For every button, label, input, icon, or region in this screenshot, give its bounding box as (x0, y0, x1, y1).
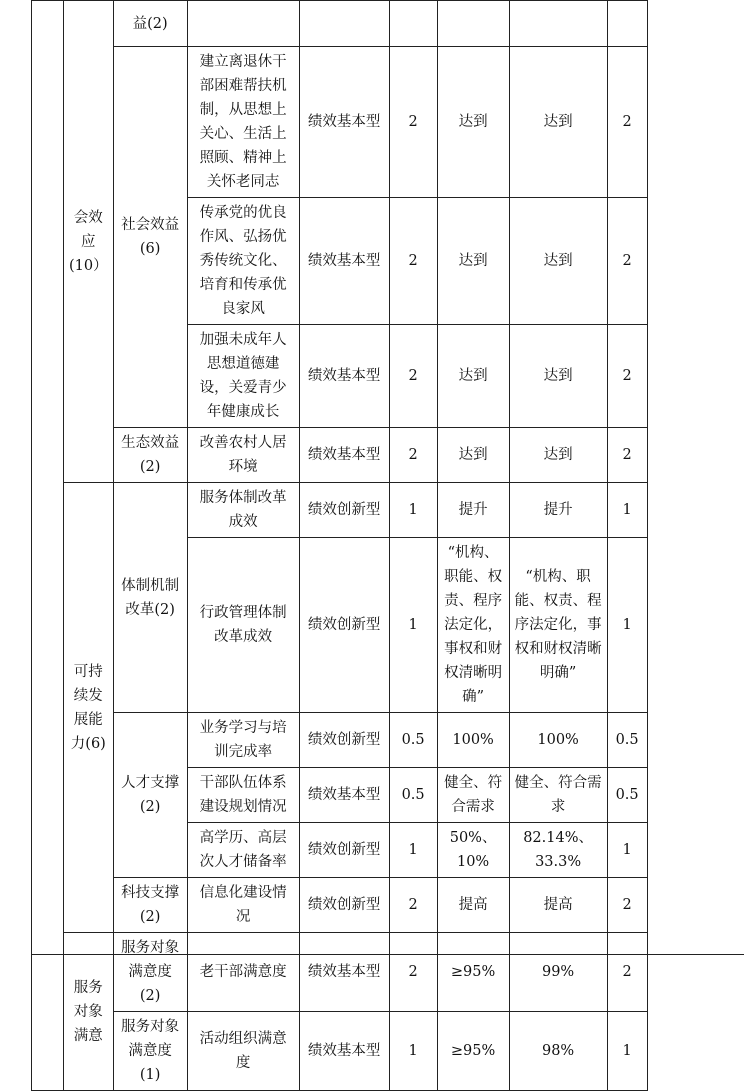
weight-cell: 1 (389, 823, 437, 878)
actual-value-cell: 98% (509, 1012, 607, 1091)
indicator-content-cell (187, 1, 299, 47)
weight-cell: 1 (389, 538, 437, 713)
indicator-type-cell: 绩效创新型 (299, 713, 389, 768)
indicator-type-cell: 绩效创新型 (299, 538, 389, 713)
table-row (32, 1012, 648, 1091)
target-value-cell: 健全、符合需求 (437, 768, 509, 823)
table-row (32, 47, 648, 198)
score-cell (607, 1, 647, 47)
indicator-content-cell: 传承党的优良作风、弘扬优秀传统文化、培育和传承优良家风 (187, 198, 299, 325)
level3-indicator-cell: 体制机制改革(2) (113, 483, 187, 713)
weight-cell: 2 (389, 878, 437, 933)
target-value-cell: 提高 (437, 878, 509, 933)
target-value-cell: ≥95% (437, 933, 509, 1012)
score-cell: 2 (607, 428, 647, 483)
weight-cell: 2 (389, 198, 437, 325)
score-cell: 0.5 (607, 713, 647, 768)
level3-indicator-cell: 社会效益(6) (113, 47, 187, 428)
target-value-cell: “机构、职能、权责、程序法定化，事权和财权清晰明确” (437, 538, 509, 713)
level1-indicator-cell (32, 1, 64, 1091)
level3-indicator-cell: 科技支撑(2) (113, 878, 187, 933)
score-cell: 0.5 (607, 768, 647, 823)
table-row (32, 933, 648, 1012)
actual-value-cell: 达到 (509, 325, 607, 428)
indicator-content-cell: 服务体制改革成效 (187, 483, 299, 538)
target-value-cell: 100% (437, 713, 509, 768)
weight-cell: 2 (389, 428, 437, 483)
indicator-type-cell: 绩效基本型 (299, 933, 389, 1012)
indicator-type-cell: 绩效基本型 (299, 47, 389, 198)
weight-cell: 0.5 (389, 713, 437, 768)
actual-value-cell: 提升 (509, 483, 607, 538)
indicator-type-cell: 绩效基本型 (299, 1012, 389, 1091)
score-cell: 1 (607, 538, 647, 713)
indicator-content-cell: 改善农村人居环境 (187, 428, 299, 483)
target-value-cell: 达到 (437, 428, 509, 483)
actual-value-cell: 100% (509, 713, 607, 768)
score-cell: 1 (607, 1012, 647, 1091)
indicator-type-cell: 绩效创新型 (299, 878, 389, 933)
indicator-type-cell (299, 1, 389, 47)
level3-indicator-cell: 益(2) (113, 1, 187, 47)
actual-value-cell: 健全、符合需求 (509, 768, 607, 823)
score-cell: 2 (607, 933, 647, 1012)
score-cell: 2 (607, 47, 647, 198)
performance-indicator-table (31, 0, 648, 1091)
indicator-content-cell: 加强未成年人思想道德建设，关爱青少年健康成长 (187, 325, 299, 428)
target-value-cell (437, 1, 509, 47)
actual-value-cell: 达到 (509, 198, 607, 325)
indicator-content-cell: 信息化建设情况 (187, 878, 299, 933)
level3-indicator-cell: 服务对象满意度(1) (113, 1012, 187, 1091)
indicator-type-cell: 绩效基本型 (299, 428, 389, 483)
actual-value-cell: “机构、职能、权责、程序法定化，事权和财权清晰明确” (509, 538, 607, 713)
score-cell: 2 (607, 325, 647, 428)
indicator-type-cell: 绩效创新型 (299, 823, 389, 878)
indicator-type-cell: 绩效基本型 (299, 325, 389, 428)
target-value-cell: ≥95% (437, 1012, 509, 1091)
indicator-content-cell: 老干部满意度 (187, 933, 299, 1012)
level3-indicator-cell: 服务对象满意度(2) (113, 933, 187, 1012)
table-row (32, 428, 648, 483)
table-row (32, 878, 648, 933)
weight-cell: 1 (389, 483, 437, 538)
actual-value-cell: 达到 (509, 428, 607, 483)
indicator-content-cell: 行政管理体制改革成效 (187, 538, 299, 713)
target-value-cell: 50%、10% (437, 823, 509, 878)
level3-indicator-cell: 人才支撑(2) (113, 713, 187, 878)
page-bottom-rule (31, 954, 744, 955)
indicator-content-cell: 业务学习与培训完成率 (187, 713, 299, 768)
table-row (32, 1, 648, 47)
actual-value-cell: 82.14%、33.3% (509, 823, 607, 878)
level3-indicator-cell: 生态效益(2) (113, 428, 187, 483)
target-value-cell: 达到 (437, 47, 509, 198)
weight-cell: 2 (389, 47, 437, 198)
actual-value-cell: 99% (509, 933, 607, 1012)
indicator-type-cell: 绩效基本型 (299, 768, 389, 823)
target-value-cell: 达到 (437, 198, 509, 325)
table-row (32, 483, 648, 538)
level2-indicator-cell: 服务对象满意 (64, 933, 114, 1091)
level2-indicator-cell: 会效应(10） (64, 1, 114, 483)
actual-value-cell (509, 1, 607, 47)
score-cell: 1 (607, 483, 647, 538)
table-row (32, 713, 648, 768)
level2-indicator-cell: 可持续发展能力(6) (64, 483, 114, 933)
indicator-content-cell: 干部队伍体系建设规划情况 (187, 768, 299, 823)
weight-cell: 2 (389, 933, 437, 1012)
target-value-cell: 达到 (437, 325, 509, 428)
target-value-cell: 提升 (437, 483, 509, 538)
actual-value-cell: 达到 (509, 47, 607, 198)
weight-cell: 1 (389, 1012, 437, 1091)
weight-cell: 0.5 (389, 768, 437, 823)
weight-cell (389, 1, 437, 47)
indicator-content-cell: 建立离退休干部困难帮扶机制，从思想上关心、生活上照顾、精神上关怀老同志 (187, 47, 299, 198)
score-cell: 1 (607, 823, 647, 878)
indicator-type-cell: 绩效基本型 (299, 198, 389, 325)
score-cell: 2 (607, 878, 647, 933)
actual-value-cell: 提高 (509, 878, 607, 933)
indicator-content-cell: 高学历、高层次人才储备率 (187, 823, 299, 878)
indicator-type-cell: 绩效创新型 (299, 483, 389, 538)
weight-cell: 2 (389, 325, 437, 428)
indicator-content-cell: 活动组织满意度 (187, 1012, 299, 1091)
score-cell: 2 (607, 198, 647, 325)
